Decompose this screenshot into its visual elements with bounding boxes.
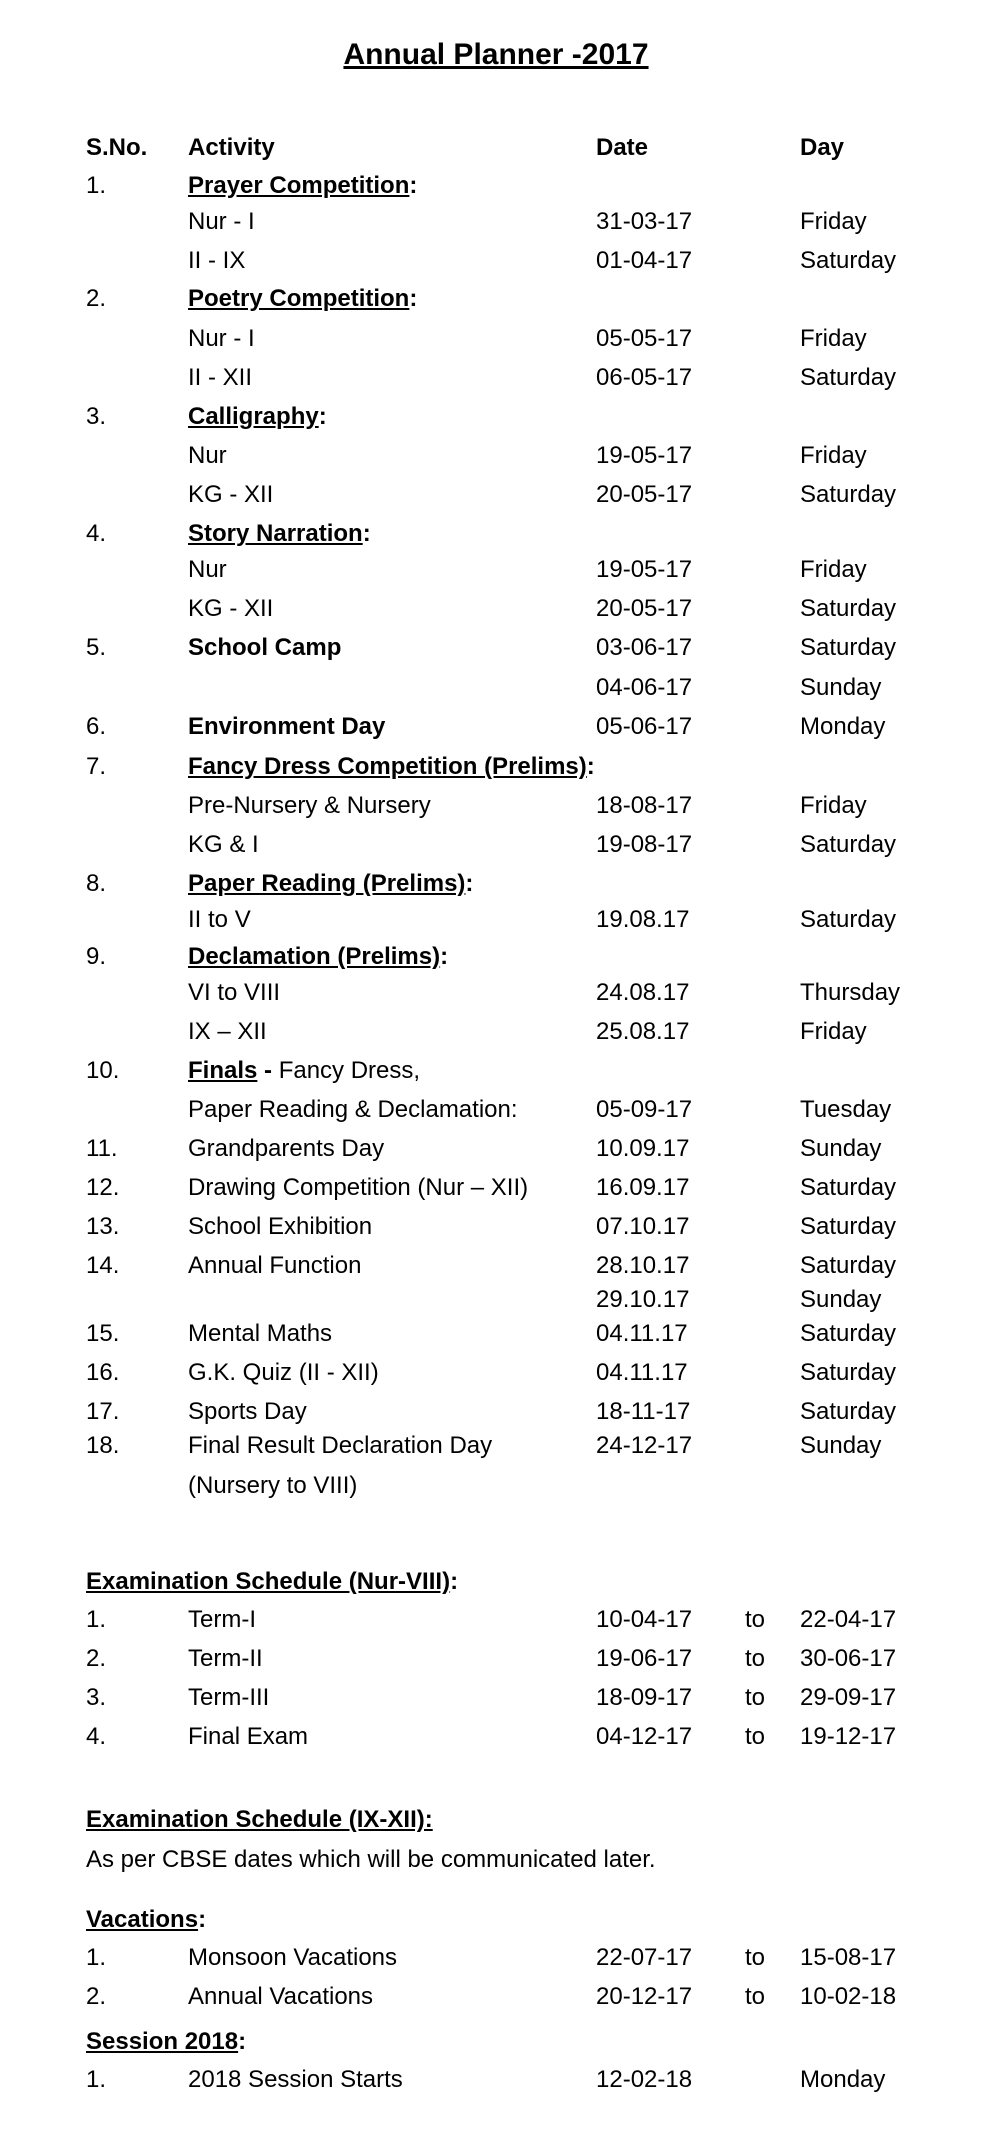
row-day: Friday (800, 556, 867, 583)
activity-colon: : (318, 403, 327, 430)
row-number: 1. (86, 172, 107, 199)
row-activity: KG - XII (188, 595, 274, 622)
row-date: 18-11-17 (596, 1398, 691, 1425)
row-day: Sunday (800, 674, 882, 701)
row-date: 16.09.17 (596, 1174, 690, 1201)
planner-row (0, 1357, 992, 1389)
row-number: 16. (86, 1359, 120, 1386)
row-activity: Sports Day (188, 1398, 307, 1425)
row-activity: Grandparents Day (188, 1135, 385, 1162)
row-activity: II - XII (188, 364, 253, 391)
row-activity (188, 868, 473, 900)
row-day: Saturday (800, 481, 897, 508)
activity-heading: Paper Reading (Prelims) (188, 870, 466, 897)
session-heading: Session 2018: (86, 2028, 247, 2055)
item-day: Monday (800, 2066, 886, 2093)
row-number: 4. (86, 520, 107, 547)
row-day: Saturday (800, 1320, 897, 1347)
planner-row (0, 1250, 992, 1282)
item-to-word: to (745, 1944, 766, 1971)
row-number: 6. (86, 713, 107, 740)
header-activity: Activity (188, 134, 275, 161)
row-day: Saturday (800, 1213, 897, 1240)
row-number: 15. (86, 1320, 120, 1347)
row-number: 9. (86, 943, 107, 970)
row-date: 05-06-17 (596, 713, 693, 740)
item-label: Monsoon Vacations (188, 1944, 398, 1971)
planner-row (0, 790, 992, 822)
item-to-word: to (745, 1684, 766, 1711)
row-activity: Pre-Nursery & Nursery (188, 792, 431, 819)
exam-row (0, 1643, 992, 1675)
planner-row (0, 1470, 992, 1502)
row-date: 19-08-17 (596, 831, 693, 858)
planner-row (0, 323, 992, 355)
activity-colon: : (440, 943, 449, 970)
row-date: 20-05-17 (596, 595, 693, 622)
header-day: Day (800, 134, 845, 161)
planner-row (0, 1055, 992, 1087)
row-number: 14. (86, 1252, 120, 1279)
planner-row (0, 632, 992, 664)
row-day: Saturday (800, 1398, 897, 1425)
item-number: 2. (86, 1983, 107, 2010)
planner-row (0, 593, 992, 625)
row-date: 19-05-17 (596, 556, 693, 583)
item-until-date: 10-02-18 (800, 1983, 897, 2010)
row-date: 03-06-17 (596, 634, 693, 661)
planner-row (0, 401, 992, 433)
item-until-date: 22-04-17 (800, 1606, 897, 1633)
item-from-date: 19-06-17 (596, 1645, 693, 1672)
planner-row (0, 904, 992, 936)
row-number: 3. (86, 403, 107, 430)
row-activity: Annual Function (188, 1252, 362, 1279)
item-date: 12-02-18 (596, 2066, 693, 2093)
row-day: Friday (800, 208, 867, 235)
planner-row (0, 206, 992, 238)
planner-row (0, 518, 992, 550)
item-number: 2. (86, 1645, 107, 1672)
activity-heading: Poetry Competition (188, 285, 410, 312)
row-day: Sunday (800, 1286, 882, 1313)
item-to-word: to (745, 1983, 766, 2010)
exam-ix-heading: Examination Schedule (IX-XII): (86, 1806, 433, 1833)
planner-row (0, 868, 992, 900)
activity-heading: Finals (188, 1057, 258, 1084)
row-activity (188, 751, 595, 783)
activity-heading: Story Narration (188, 520, 363, 547)
row-activity: KG - XII (188, 481, 274, 508)
row-date: 04.11.17 (596, 1320, 688, 1347)
item-until-date: 19-12-17 (800, 1723, 897, 1750)
row-date: 28.10.17 (596, 1252, 690, 1279)
planner-row (0, 170, 992, 202)
row-activity: II to V (188, 906, 251, 933)
row-day: Monday (800, 713, 886, 740)
row-date: 19.08.17 (596, 906, 690, 933)
row-activity: (Nursery to VIII) (188, 1472, 358, 1499)
row-activity: Environment Day (188, 713, 386, 740)
item-until-date: 29-09-17 (800, 1684, 897, 1711)
row-day: Tuesday (800, 1096, 892, 1123)
row-activity: Drawing Competition (Nur – XII) (188, 1174, 529, 1201)
item-from-date: 20-12-17 (596, 1983, 693, 2010)
planner-row (0, 1133, 992, 1165)
item-to-word: to (745, 1645, 766, 1672)
row-date: 20-05-17 (596, 481, 693, 508)
page-title: Annual Planner -2017 (343, 38, 649, 71)
row-date: 29.10.17 (596, 1286, 690, 1313)
row-date: 04-06-17 (596, 674, 693, 701)
item-from-date: 10-04-17 (596, 1606, 693, 1633)
activity-colon: : (409, 172, 418, 199)
row-activity: Nur (188, 556, 227, 583)
row-day: Saturday (800, 247, 897, 274)
row-date: 05-09-17 (596, 1096, 693, 1123)
row-date: 31-03-17 (596, 208, 693, 235)
planner-row (0, 1211, 992, 1243)
planner-row (0, 1094, 992, 1126)
item-label: Annual Vacations (188, 1983, 374, 2010)
item-from-date: 22-07-17 (596, 1944, 693, 1971)
item-until-date: 15-08-17 (800, 1944, 897, 1971)
planner-row (0, 977, 992, 1009)
planner-row (0, 711, 992, 743)
row-date: 07.10.17 (596, 1213, 690, 1240)
row-day: Friday (800, 325, 867, 352)
activity-heading: Declamation (Prelims) (188, 943, 441, 970)
row-day: Saturday (800, 1359, 897, 1386)
exam-row (0, 1721, 992, 1753)
item-label: Term-III (188, 1684, 270, 1711)
planner-row (0, 1284, 992, 1316)
activity-dash: - (257, 1057, 273, 1084)
exam-nur-heading: Examination Schedule (Nur-VIII): (86, 1568, 459, 1595)
row-day: Saturday (800, 831, 897, 858)
item-to-word: to (745, 1606, 766, 1633)
item-to-word: to (745, 1723, 766, 1750)
activity-heading: Fancy Dress Competition (Prelims) (188, 753, 587, 780)
activity-suffix: Fancy Dress, (272, 1057, 421, 1084)
row-day: Friday (800, 792, 867, 819)
row-day: Thursday (800, 979, 901, 1006)
row-number: 7. (86, 753, 107, 780)
planner-row (0, 1016, 992, 1048)
row-day: Friday (800, 442, 867, 469)
row-activity (188, 283, 417, 315)
planner-row (0, 554, 992, 586)
row-activity: Mental Maths (188, 1320, 333, 1347)
row-day: Sunday (800, 1135, 882, 1162)
row-number: 18. (86, 1432, 120, 1459)
activity-colon: : (586, 753, 595, 780)
row-date: 06-05-17 (596, 364, 693, 391)
row-activity: II - IX (188, 247, 246, 274)
planner-row (0, 1318, 992, 1350)
row-activity (188, 1055, 420, 1087)
activity-heading: Prayer Competition (188, 172, 410, 199)
row-activity: School Exhibition (188, 1213, 373, 1240)
row-activity: School Camp (188, 634, 342, 661)
row-number: 12. (86, 1174, 120, 1201)
planner-row (0, 479, 992, 511)
row-activity: Paper Reading & Declamation: (188, 1096, 518, 1123)
activity-colon: : (362, 520, 371, 547)
session-row (0, 2064, 992, 2096)
activity-heading: Calligraphy (188, 403, 319, 430)
row-activity: KG & I (188, 831, 259, 858)
row-activity (188, 941, 448, 973)
item-from-date: 04-12-17 (596, 1723, 693, 1750)
row-number: 2. (86, 285, 107, 312)
row-number: 8. (86, 870, 107, 897)
activity-colon: : (409, 285, 418, 312)
planner-row (0, 672, 992, 704)
row-day: Friday (800, 1018, 867, 1045)
planner-row (0, 941, 992, 973)
item-label: Term-I (188, 1606, 256, 1633)
row-number: 17. (86, 1398, 120, 1425)
item-from-date: 18-09-17 (596, 1684, 693, 1711)
row-date: 18-08-17 (596, 792, 693, 819)
item-label: Term-II (188, 1645, 263, 1672)
row-activity (188, 170, 417, 202)
row-date: 05-05-17 (596, 325, 693, 352)
row-day: Sunday (800, 1432, 882, 1459)
item-number: 4. (86, 1723, 107, 1750)
row-activity: Final Result Declaration Day (188, 1432, 493, 1459)
item-label: 2018 Session Starts (188, 2066, 403, 2093)
row-activity: G.K. Quiz (II - XII) (188, 1359, 379, 1386)
item-until-date: 30-06-17 (800, 1645, 897, 1672)
header-date: Date (596, 134, 649, 161)
exam-ix-note: As per CBSE dates which will be communicated later. (86, 1846, 656, 1873)
row-day: Saturday (800, 364, 897, 391)
row-day: Saturday (800, 634, 897, 661)
planner-row (0, 362, 992, 394)
row-number: 10. (86, 1057, 120, 1084)
planner-row (0, 829, 992, 861)
row-date: 19-05-17 (596, 442, 693, 469)
item-number: 3. (86, 1684, 107, 1711)
planner-row (0, 1430, 992, 1462)
item-number: 1. (86, 1606, 107, 1633)
row-day: Saturday (800, 1252, 897, 1279)
row-activity: VI to VIII (188, 979, 281, 1006)
row-activity: IX – XII (188, 1018, 267, 1045)
row-date: 25.08.17 (596, 1018, 690, 1045)
planner-row (0, 283, 992, 315)
planner-row (0, 245, 992, 277)
row-activity: Nur (188, 442, 227, 469)
vacations-heading: Vacations: (86, 1906, 207, 1933)
row-date: 24.08.17 (596, 979, 690, 1006)
row-date: 10.09.17 (596, 1135, 690, 1162)
row-date: 24-12-17 (596, 1432, 693, 1459)
planner-row (0, 1396, 992, 1428)
table-header (0, 132, 992, 164)
activity-colon: : (465, 870, 474, 897)
row-activity: Nur - I (188, 325, 255, 352)
planner-row (0, 440, 992, 472)
row-day: Saturday (800, 1174, 897, 1201)
planner-row (0, 1172, 992, 1204)
exam-row (0, 1682, 992, 1714)
row-date: 04.11.17 (596, 1359, 688, 1386)
row-day: Saturday (800, 906, 897, 933)
vacation-row (0, 1981, 992, 2013)
item-label: Final Exam (188, 1723, 309, 1750)
row-date: 01-04-17 (596, 247, 693, 274)
row-day: Saturday (800, 595, 897, 622)
row-activity (188, 518, 371, 550)
row-activity (188, 401, 327, 433)
item-number: 1. (86, 2066, 107, 2093)
row-number: 13. (86, 1213, 120, 1240)
item-number: 1. (86, 1944, 107, 1971)
planner-row (0, 751, 992, 783)
exam-row (0, 1604, 992, 1636)
header-sno: S.No. (86, 134, 148, 161)
vacation-row (0, 1942, 992, 1974)
row-activity: Nur - I (188, 208, 255, 235)
row-number: 11. (86, 1135, 118, 1162)
row-number: 5. (86, 634, 107, 661)
